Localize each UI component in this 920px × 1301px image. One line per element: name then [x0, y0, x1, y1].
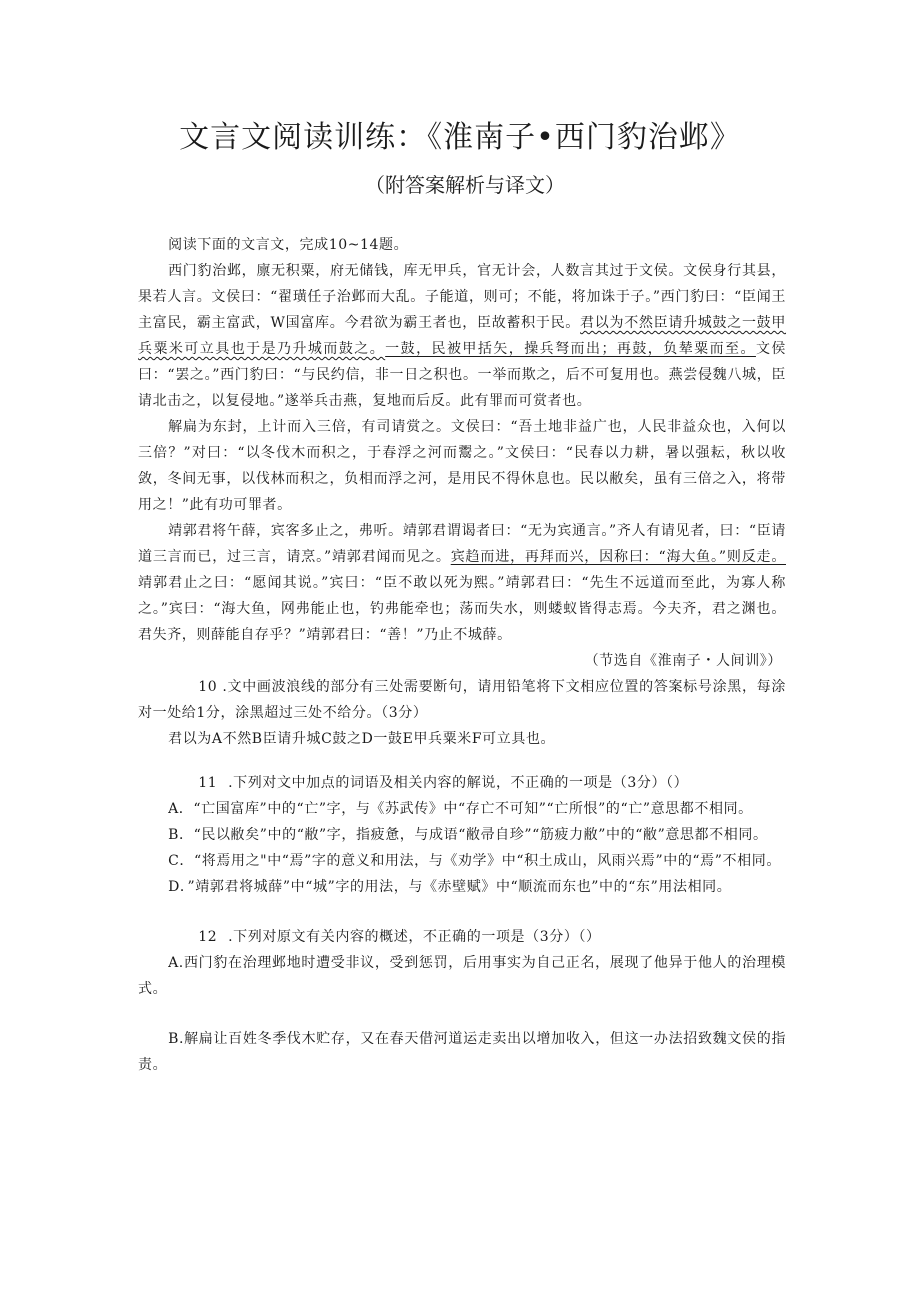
option-b: B.解扁让百姓冬季伐木贮存，又在春天借河道运走卖出以增加收入，但这一办法招致魏文侯的指责。	[138, 1031, 786, 1073]
passage-text: 靖郭君止之曰：“愿闻其说。”宾曰：“臣不敢以死为熙。”靖郭君曰：“先生不远道而至此，为寡人称之。”宾曰：“海大鱼，网弗能止也，钓弗能牵也；荡而失水，则蝼蚁皆得志焉。今夫齐，君之渊也。君失齐，则薛能自存乎？”靖郭君曰：“善！”乃止不城薛。	[138, 575, 786, 643]
question-number: 10	[198, 679, 218, 695]
passage-paragraph-3	[138, 518, 786, 648]
option-a: A.西门豹在治理邺地时遭受非议，受到惩罚，后用事实为自己正名，展现了他异于他人的治理模式。	[138, 955, 786, 997]
question-11	[138, 770, 786, 796]
passage-text: 靖郭君将午薛，宾客多止之，弗听。靖郭君谓谒者曰：“无为宾通言。”齐人有请见者，曰：“臣请道三言而已，过三言，请烹。”靖郭君闻而见之。	[138, 523, 786, 565]
spacer	[138, 752, 786, 770]
passage-paragraph-1	[138, 258, 786, 414]
underlined-text: 宾趋而进，再拜而兴，因称曰：“海大鱼。”则反走。	[450, 549, 786, 565]
page-title: 文言文阅读训练：《淮南子•西门豹治邺》	[179, 120, 741, 155]
option-c: C．“将焉用之"中“焉”字的意义和用法，与《劝学》中“积土成山，风雨兴焉”中的“焉”不相同。	[168, 853, 781, 869]
option-d: D．”靖郭君将城薛”中“城”字的用法，与《赤壁赋》中“顺流而东也”中的“东”用法相同。	[168, 879, 732, 895]
question-text: .下列对原文有关内容的概述，不正确的一项是（3分）（）	[228, 929, 601, 945]
intro-paragraph: 阅读下面的文言文，完成10~14题。	[168, 237, 409, 253]
spacer	[138, 1002, 786, 1026]
question-12	[138, 924, 786, 950]
question-number: 11	[198, 775, 218, 791]
wavy-underlined-text: 君以为不然臣请升城鼓之一鼓甲兵粟米可立具也于是乃升城而鼓之。	[138, 315, 787, 357]
question-text: .下列对文中加点的词语及相关内容的解说，不正确的一项是（3分）（）	[228, 775, 689, 791]
underlined-text: 一鼓，民被甲括矢，操兵弩而出；再鼓，负辇粟而至。	[385, 341, 756, 357]
question-number: 12	[198, 929, 218, 945]
spacer	[138, 900, 786, 924]
question-10-options: 君以为A不然B臣请升城C鼓之D一鼓E甲兵粟米F可立具也。	[168, 731, 556, 747]
passage-paragraph-2: 解扁为东封，上计而入三倍，有司请赏之。文侯曰：“吾土地非益广也，人民非益众也，入何以三倍？”对曰：“以冬伐木而积之，于春浮之河而鬻之。”文侯曰：“民春以力耕，暑以强耘，秋以收敛，冬间无事，以伐林而积之，负相而浮之河，是用民不得休息也。民以敝矣，虽有三倍之入，将带用之！”此有功可罪者。	[138, 419, 786, 513]
option-b: B．“民以敝矣”中的“敝”字，指疲惫，与成语“敝帚自珍”“筋疲力敝”中的“敝”意思都不相同。	[168, 827, 768, 843]
passage-text: 西门豹治邺，廪无积粟，府无储钱，库无甲兵，官无计会，人数言其过于文侯。文侯身行其县，果若人言。文侯曰：“翟璜任子治邺而大乱。子能道，则可；不能，将加诛于子。”西门豹曰：“臣闻王主富民，霸主富武，W国富库。今君欲为霸王者也，臣故蓄积于民。	[138, 263, 786, 331]
page-subtitle: （附答案解析与译文）	[365, 173, 565, 197]
source-citation: （节选自《淮南子・人间训》）	[584, 653, 782, 669]
question-text: .文中画波浪线的部分有三处需要断句，请用铅笔将下文相应位置的答案标号涂黑，每涂对一处给1分，涂黑超过三处不给分。（3分）	[138, 679, 786, 721]
question-10	[138, 674, 786, 726]
document-body	[138, 232, 786, 1078]
option-a: A．“亡国富库”中的“亡”字，与《苏武传》中“存亡不可知”“亡所恨”的“亡”意思都不相同。	[168, 801, 753, 817]
passage-text: 文侯曰：“罢之。”西门豹曰：“与民约信，非一日之积也。一举而欺之，后不可复用也。燕尝侵魏八城，臣请北击之，以复侵地。”遂举兵击燕，复地而后反。此有罪而可赏者也。	[138, 341, 786, 409]
